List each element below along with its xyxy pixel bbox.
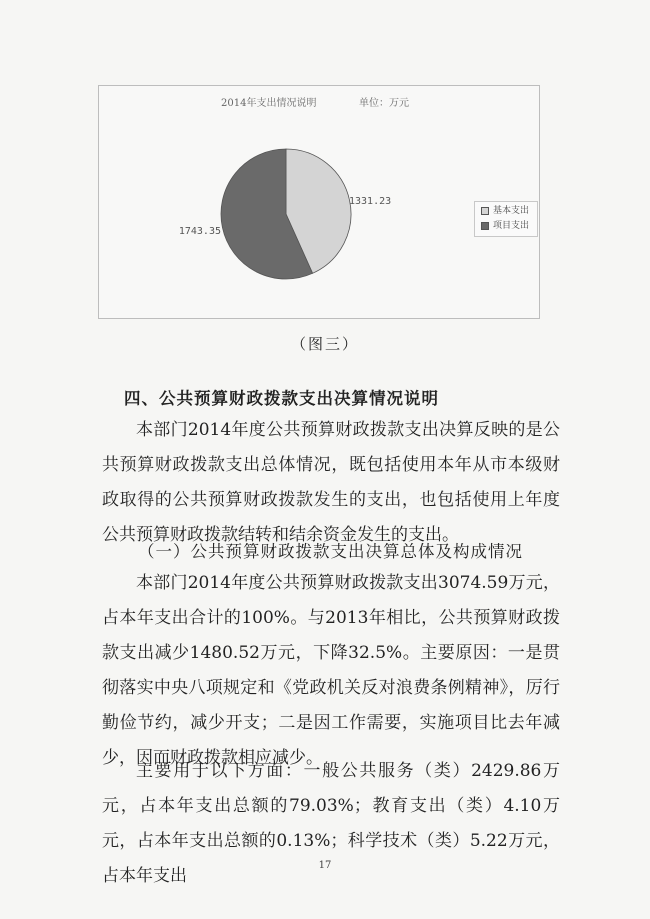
page-number: 17 <box>318 860 332 871</box>
legend-item-basic <box>481 204 529 218</box>
chart-title: 2014年支出情况说明 <box>221 98 317 109</box>
paragraph-2-block <box>102 566 560 776</box>
chart-unit: 单位：万元 <box>359 98 409 109</box>
chart-legend <box>474 201 538 237</box>
paragraph-1: 本部门2014年度公共预算财政拨款支出决算反映的是公共预算财政拨款支出总体情况，既包括使用本年从市本级财政取得的公共预算财政拨款发生的支出，也包括使用上年度公共预算财政拨款结转和结余资金发生的支出。 <box>102 420 560 545</box>
legend-label-project: 项目支出 <box>493 221 530 231</box>
pie-value-label-basic: 1331.23 <box>349 196 392 207</box>
paragraph-2: 本部门2014年度公共预算财政拨款支出3074.59万元，占本年支出合计的100%。与2013年相比，公共预算财政拨款支出减少1480.52万元，下降32.5%。主要原因：一是贯彻落实中央八项规定和《党政机关反对浪费条例精神》，厉行勤俭节约，减少开支；二是因工作需要，实施项目比去年减少，因而财政拨款相应减少。 <box>102 573 560 768</box>
subsection-heading: （一）公共预算财政拨款支出决算总体及构成情况 <box>138 542 523 561</box>
pie-value-label-project: 1743.35 <box>178 226 221 237</box>
section-heading: 四、公共预算财政拨款支出决算情况说明 <box>124 389 439 408</box>
paragraph-3: 主要用于以下方面：一般公共服务（类）2429.86万元，占本年支出总额的79.03%；教育支出（类）4.10万元，占本年支出总额的0.13%；科学技术（类）5.22万元，占本年支出 <box>102 761 560 886</box>
pie-svg <box>99 86 539 318</box>
legend-swatch-project <box>481 222 489 230</box>
legend-swatch-basic <box>481 207 489 215</box>
paragraph-1-block <box>102 413 560 553</box>
legend-label-basic: 基本支出 <box>493 206 530 216</box>
paragraph-3-block <box>102 754 560 894</box>
pie-chart <box>98 85 540 319</box>
legend-item-project <box>481 219 529 233</box>
figure-caption: （图三） <box>290 335 359 353</box>
